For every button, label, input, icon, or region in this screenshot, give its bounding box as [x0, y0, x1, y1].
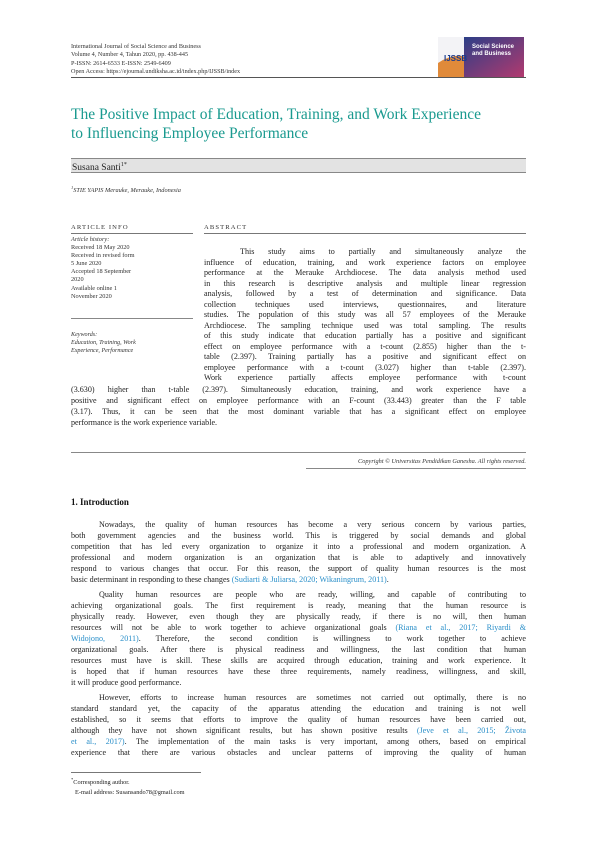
body-line	[71, 623, 526, 633]
citation-link[interactable]: et al., 2017)	[71, 737, 125, 746]
title-line-1: The Positive Impact of Education, Training, and Work Experience	[71, 106, 481, 123]
journal-name: International Journal of Social Science and Business	[71, 43, 201, 50]
body-line: it will produce good performance.	[71, 678, 182, 687]
history-line: Received in revised form	[71, 252, 135, 260]
body-line: is hoped that if human resources have these three requirements, namely readiness, willingness, and skill,	[71, 667, 526, 676]
abstract-divider	[71, 452, 526, 453]
history-line: 2020	[71, 276, 84, 284]
abstract-line: This study aims to partially and simultaneously analyze the	[240, 247, 526, 256]
body-text: basic determinant in responding to these changes	[71, 575, 232, 584]
abstract-line: effect on employee performance with a t-count (2.855) higher than the t-	[204, 341, 526, 351]
footnote	[71, 775, 185, 798]
abstract-line: analysis, followed by a test of determination and significance. Data	[204, 289, 526, 298]
author-name: Susana Santi	[72, 163, 121, 174]
keywords	[71, 331, 193, 355]
abstract-line: in this research is descriptive analysis and multiple linear regression	[204, 278, 526, 288]
abstract-line: of this study indicate that education partially has a positive and significant	[204, 331, 526, 340]
abstract-line: positive and significant effect on employee performance with an F-count (33.443) greater than the F table	[71, 396, 526, 405]
abstract-line: influence of education, training, and work experience factors on employee	[204, 257, 526, 267]
citation-link[interactable]: Widojono, 2011)	[71, 634, 139, 643]
abstract-line: Work experience partially affects employee performance with t-count	[204, 373, 526, 382]
body-line	[71, 737, 526, 747]
body-line: Nowadays, the quality of human resources has become a very serious concern by various parties,	[99, 520, 526, 529]
article-info-heading: ARTICLE INFO	[71, 224, 193, 234]
body-text: .	[386, 575, 389, 584]
keywords-line: Experience, Performance	[71, 348, 134, 355]
abstract-heading: ABSTRACT	[204, 224, 526, 234]
author-band	[71, 158, 526, 173]
body-line: physically ready. However, even though they are physically ready, if there is no will, then human	[71, 612, 526, 621]
abstract-line: studies. The population of this study was all 57 employees of the Merauke	[204, 310, 526, 319]
abstract-line: Archdiocese. The sampling technique used was total sampling. The results	[204, 320, 526, 330]
corresponding-author: Corresponding author.	[73, 779, 130, 787]
title-line-2: to Influencing Employee Performance	[71, 125, 309, 142]
logo-text-2: and Business	[472, 51, 512, 57]
history-divider	[71, 318, 193, 319]
body-line	[71, 575, 526, 585]
header-rule	[71, 77, 526, 78]
author-mark: 1*	[120, 162, 127, 168]
history-line: November 2020	[71, 292, 112, 300]
body-line: established, so it seems that efforts to improve the quality of human resources have been carried out,	[71, 715, 526, 724]
body-line	[71, 726, 526, 736]
affiliation-text: STIE YAPIS Merauke, Merauke, Indonesia	[73, 187, 181, 195]
history-line: Accepted 18 September	[71, 268, 132, 276]
affiliation	[71, 185, 181, 194]
journal-open-access[interactable]: Open Access: https://ejournal.undiksha.ac.id/index.php/IJSSB/index	[71, 67, 241, 75]
history-line: Received 18 May 2020	[71, 244, 130, 252]
footnote-mark: *	[71, 777, 74, 782]
abstract-line: table (2.397). Training partially has a positive and significant effect on	[204, 352, 526, 361]
copyright: Copyright © Universitas Pendidikan Ganesha. All rights reserved.	[358, 458, 526, 465]
body-line: experience that there are various obstacles and unclear patterns of improving the quality of human	[71, 748, 526, 757]
body-text: . Therefore, the second condition is willingness to work together to achieve	[138, 634, 526, 643]
history-line: Available online 1	[71, 284, 118, 292]
journal-issn: P-ISSN: 2614-6533 E-ISSN: 2549-6409	[71, 59, 171, 67]
abstract-line: performance at the Merauke Archdiocese. The data analysis method used	[204, 268, 526, 277]
body-line: Quality human resources are people who are ready, willing, and capable of contributing to	[99, 590, 526, 599]
citation-link[interactable]: (Sudiarti & Juliarsa, 2020; Wikaningrum, 2011)	[231, 575, 387, 584]
body-line: standard standard yet, the capacity of the apparatus attending the education and training is not well	[71, 704, 526, 713]
email-address[interactable]: E-mail address: Susansando78@gmail.com	[75, 788, 185, 796]
abstract-line: collection techniques used interviews, questionnaires, and literature	[204, 299, 526, 309]
body-line: achieving organizational goals. The first requirement is ready, meaning that the human resource is	[71, 601, 526, 610]
logo-text-1: Social Science	[472, 44, 515, 50]
body-line: organizational goals. After there is physical readiness and willingness, the last condition that human	[71, 645, 526, 654]
journal-header	[71, 43, 391, 76]
body-line: competition that has led every organization to organize it into a professional and modern organization. A	[71, 542, 526, 551]
body-line: However, efforts to increase human resources are sometimes not carried out optimally, there is no	[99, 693, 526, 702]
body-text: resources will not be able to work together to achieve organizational goals	[71, 623, 396, 632]
body-line: resources must have is skill. These skills are acquired through education, training and work experience. It	[71, 656, 526, 665]
copyright-divider	[306, 468, 526, 469]
affiliation-mark: 1	[71, 185, 74, 190]
body-text: although they have not shown significant results, but has shown positive results	[71, 726, 417, 735]
citation-link[interactable]: (Riana et al., 2017; Riyardi &	[395, 623, 526, 632]
keywords-line: Education, Training, Work	[71, 340, 136, 347]
history-line: 5 June 2020	[71, 260, 102, 268]
journal-logo	[438, 37, 524, 77]
logo-abbrev: IJSSB	[444, 54, 468, 63]
body-line: both government agencies and the business world. This is triggered by social demands and global	[71, 531, 526, 540]
history-label: Article history:	[71, 236, 110, 243]
paper-title	[71, 105, 541, 143]
abstract-line: (3.630) higher than t-table (2.397). Simultaneously education, training, and work experience have a	[71, 385, 526, 394]
body-line: respond to various changes that occur. For this reason, the support of quality human resources is the most	[71, 564, 526, 573]
abstract-line: employee performance with a t-count (3.027) higher than t-table (2.397).	[204, 362, 526, 372]
body-line	[71, 634, 526, 644]
citation-link[interactable]: (Jeve et al., 2015; Života	[416, 726, 526, 735]
abstract-line: performance is the work experience variable.	[71, 418, 218, 427]
body-text: . The implementation of the main tasks is very important, among others, based on empirical	[124, 737, 526, 746]
footnote-divider	[71, 772, 201, 773]
body-line: professional and modern organization is an organization that is able to adaptively and innovatively	[71, 553, 526, 562]
article-history	[71, 236, 193, 301]
section-heading: 1. Introduction	[71, 497, 129, 507]
keywords-label: Keywords:	[71, 332, 98, 338]
journal-volume: Volume 4, Number 4, Tahun 2020, pp. 438-445	[71, 51, 189, 59]
abstract-line: (3.17). Thus, it can be seen that the most dominant variable that has a significant effect on employee	[71, 407, 526, 416]
